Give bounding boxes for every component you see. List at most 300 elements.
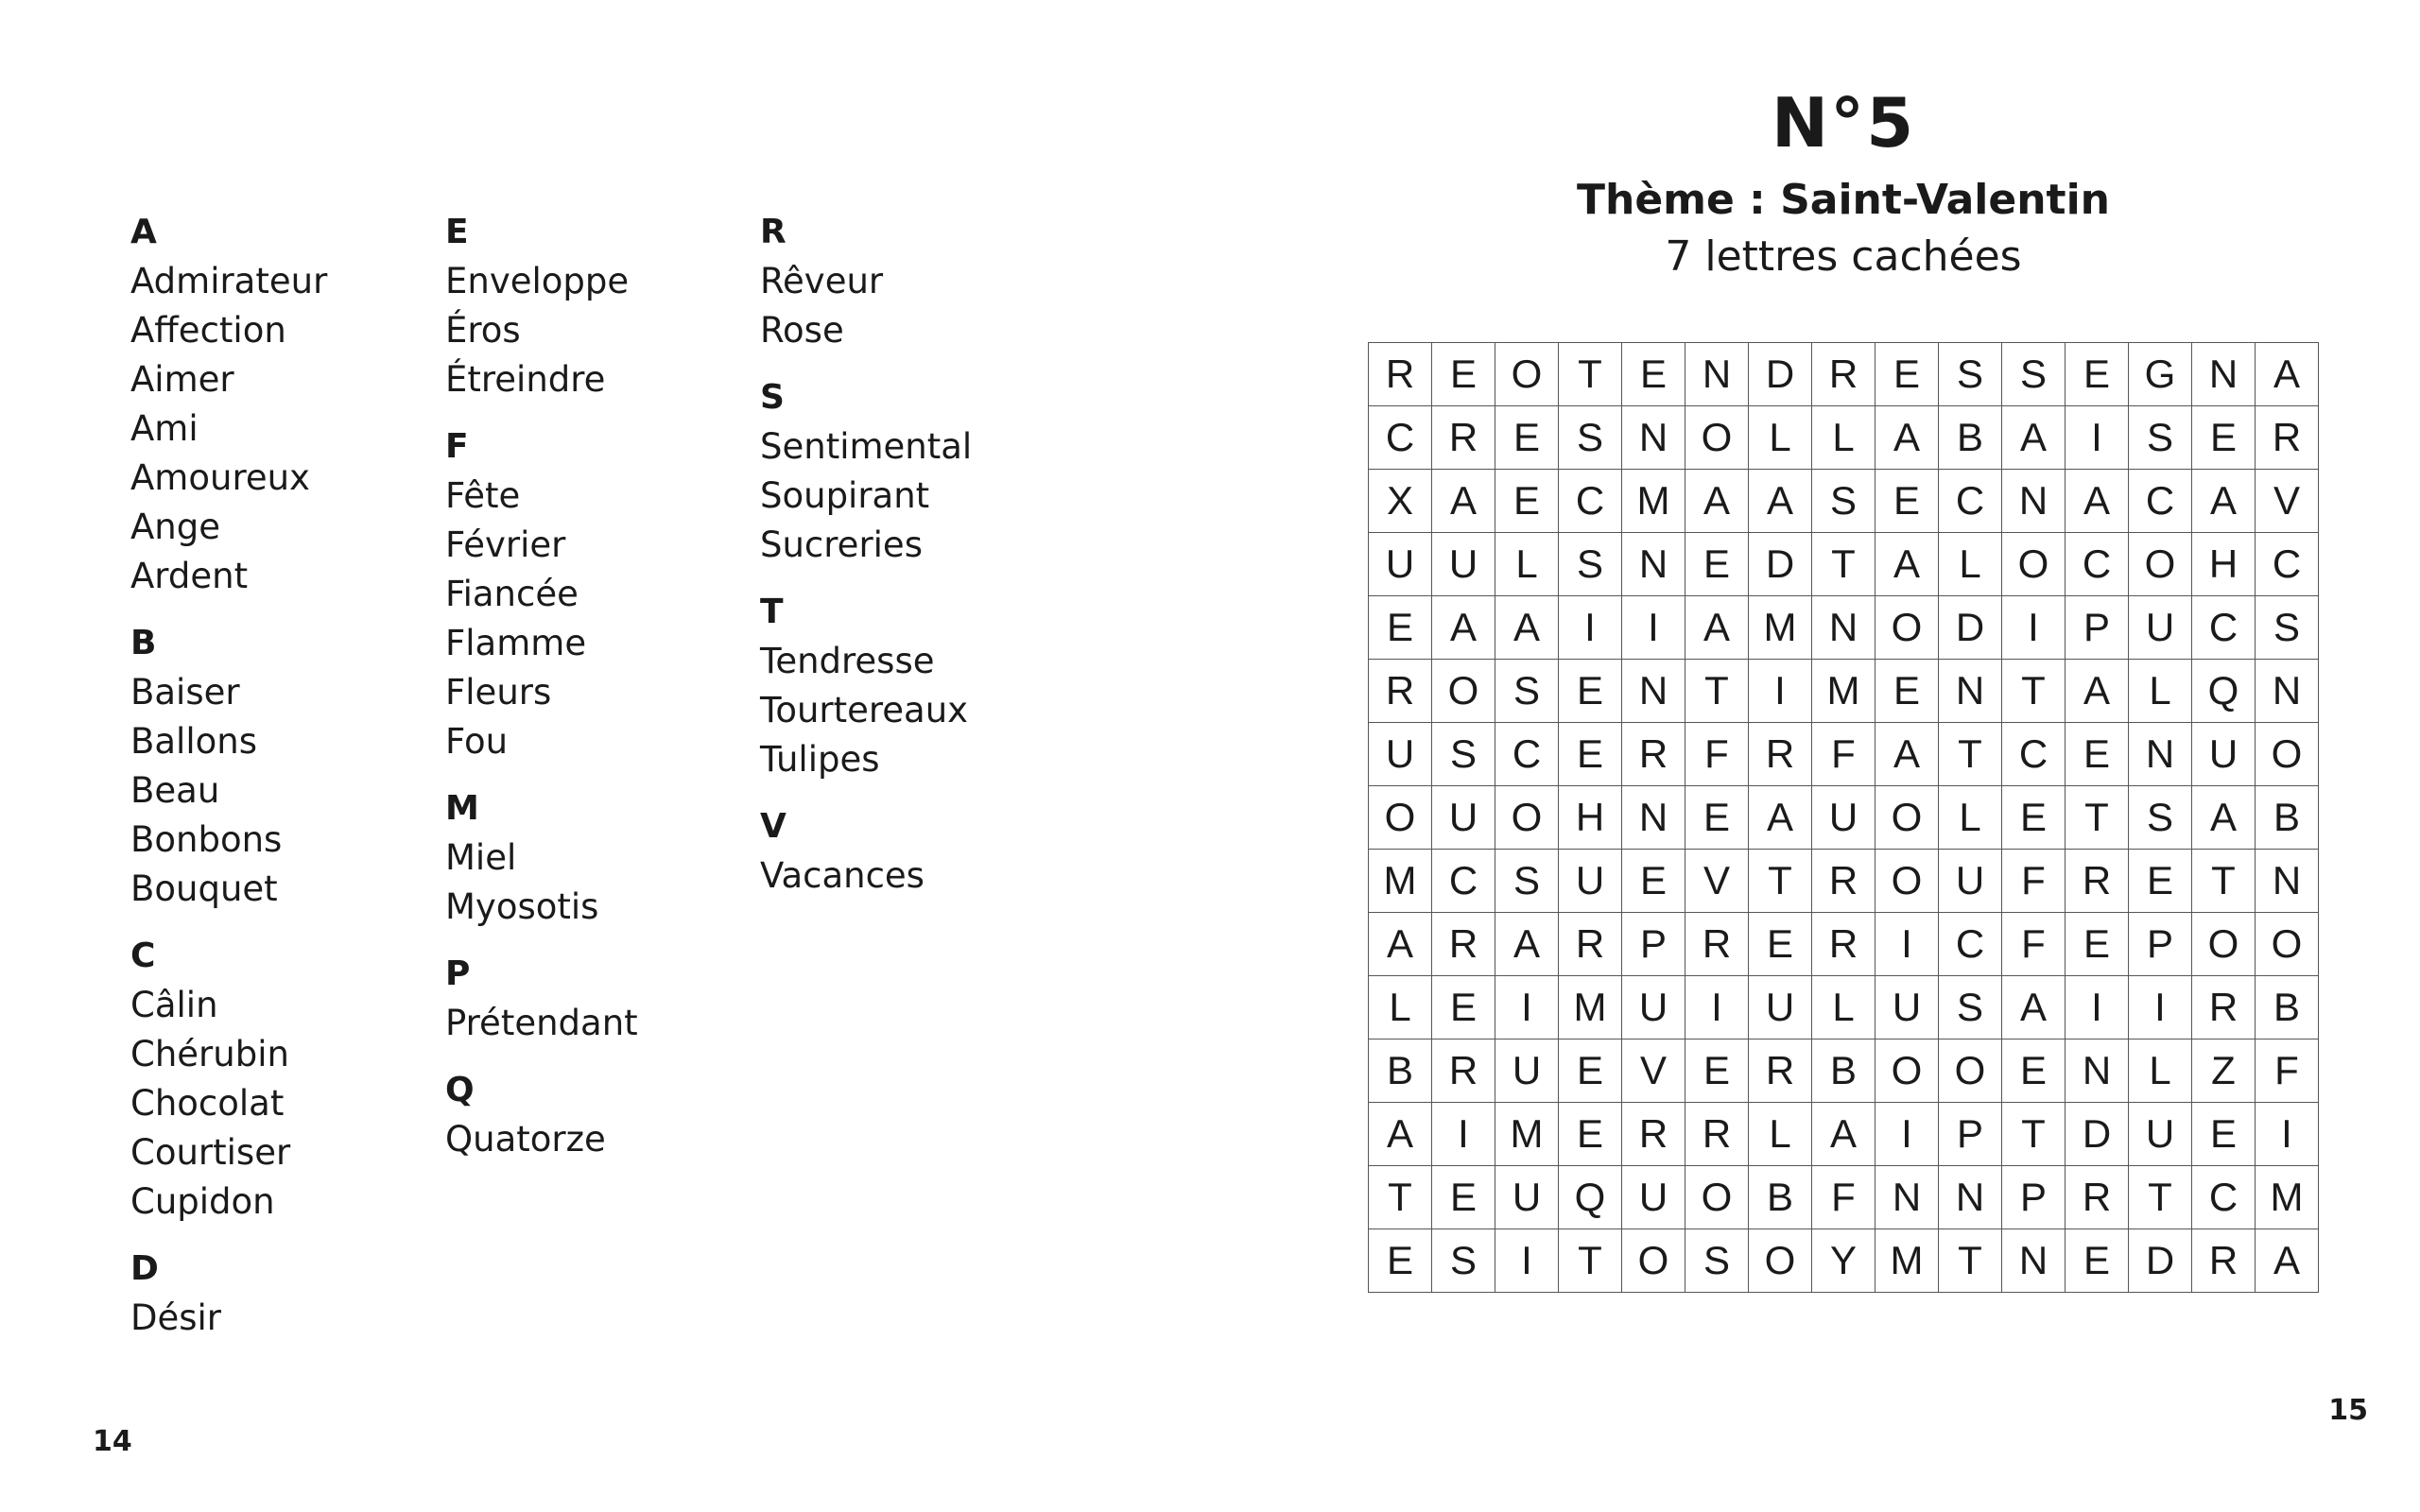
grid-cell: R: [1812, 913, 1876, 976]
grid-cell: S: [1432, 1229, 1495, 1293]
grid-cell: N: [1812, 596, 1876, 660]
grid-cell: A: [1876, 533, 1939, 596]
page-number-left: 14: [93, 1425, 132, 1458]
grid-cell: I: [1749, 660, 1812, 723]
grid-cell: L: [2129, 660, 2192, 723]
word-item: Amoureux: [130, 457, 310, 498]
grid-cell: Q: [2192, 660, 2256, 723]
word-item: Ballons: [130, 721, 257, 762]
grid-cell: E: [2066, 723, 2129, 786]
grid-cell: E: [1432, 976, 1495, 1040]
grid-cell: B: [1369, 1040, 1432, 1103]
grid-cell: E: [2192, 406, 2256, 470]
grid-row: [1369, 786, 2319, 850]
grid-cell: E: [1432, 1166, 1495, 1229]
grid-cell: H: [2192, 533, 2256, 596]
grid-cell: T: [1369, 1166, 1432, 1229]
grid-cell: A: [2256, 343, 2319, 406]
letter-group: [445, 422, 760, 766]
grid-cell: T: [2002, 1103, 2066, 1166]
word-item: Février: [445, 524, 566, 565]
grid-cell: M: [1369, 850, 1432, 913]
grid-cell: E: [1685, 786, 1749, 850]
grid-cell: S: [2129, 786, 2192, 850]
grid-cell: L: [1369, 976, 1432, 1040]
word-column: [760, 208, 1075, 1361]
grid-cell: E: [2002, 786, 2066, 850]
grid-cell: P: [2002, 1166, 2066, 1229]
word-item: Courtiser: [130, 1132, 291, 1173]
grid-cell: O: [2256, 913, 2319, 976]
grid-cell: L: [2129, 1040, 2192, 1103]
grid-cell: A: [1369, 1103, 1432, 1166]
letter-heading: V: [760, 807, 786, 846]
grid-cell: M: [1876, 1229, 1939, 1293]
grid-cell: S: [1495, 850, 1559, 913]
word-item: Rose: [760, 310, 844, 351]
word-item: Beau: [130, 770, 220, 811]
grid-cell: L: [1939, 533, 2002, 596]
grid-cell: X: [1369, 470, 1432, 533]
grid-cell: T: [1685, 660, 1749, 723]
grid-cell: E: [2192, 1103, 2256, 1166]
word-item: Sucreries: [760, 524, 923, 565]
grid-row: [1369, 1103, 2319, 1166]
word-item: Prétendant: [445, 1003, 638, 1043]
grid-cell: A: [1369, 913, 1432, 976]
grid-cell: B: [2256, 786, 2319, 850]
word-item: Chocolat: [130, 1083, 285, 1124]
grid-cell: O: [1939, 1040, 2002, 1103]
grid-cell: L: [1812, 976, 1876, 1040]
grid-cell: D: [1749, 533, 1812, 596]
grid-cell: V: [1622, 1040, 1685, 1103]
grid-cell: E: [1369, 596, 1432, 660]
grid-cell: R: [2066, 1166, 2129, 1229]
grid-cell: I: [2256, 1103, 2319, 1166]
grid-cell: A: [1685, 470, 1749, 533]
puzzle-theme: Thème : Saint-Valentin: [1576, 176, 2110, 224]
grid-cell: I: [1495, 976, 1559, 1040]
word-item: Tendresse: [760, 641, 935, 681]
word-item: Miel: [445, 837, 517, 878]
grid-cell: O: [2256, 723, 2319, 786]
grid-cell: O: [2002, 533, 2066, 596]
grid-cell: O: [2192, 913, 2256, 976]
grid-cell: U: [1432, 786, 1495, 850]
grid-cell: D: [1749, 343, 1812, 406]
grid-cell: R: [1559, 913, 1622, 976]
word-item: Fiancée: [445, 574, 579, 614]
grid-cell: Z: [2192, 1040, 2256, 1103]
word-item: Admirateur: [130, 261, 328, 301]
grid-cell: A: [2066, 470, 2129, 533]
grid-cell: O: [1685, 406, 1749, 470]
grid-row: [1369, 1229, 2319, 1293]
grid-cell: E: [1876, 470, 1939, 533]
grid-cell: C: [1559, 470, 1622, 533]
letter-group: [445, 208, 760, 404]
grid-cell: T: [1559, 343, 1622, 406]
grid-cell: A: [1432, 470, 1495, 533]
grid-cell: U: [1939, 850, 2002, 913]
grid-cell: A: [1876, 406, 1939, 470]
letter-heading: S: [760, 378, 785, 417]
grid-cell: C: [2192, 596, 2256, 660]
grid-cell: S: [1939, 343, 2002, 406]
grid-cell: P: [1622, 913, 1685, 976]
grid-cell: U: [1622, 976, 1685, 1040]
puzzle-subtitle: 7 lettres cachées: [1665, 232, 2022, 281]
grid-cell: I: [1622, 596, 1685, 660]
grid-cell: N: [1685, 343, 1749, 406]
grid-cell: A: [2002, 976, 2066, 1040]
grid-cell: S: [1559, 406, 1622, 470]
grid-cell: O: [1876, 786, 1939, 850]
grid-cell: C: [2192, 1166, 2256, 1229]
grid-cell: O: [1495, 343, 1559, 406]
grid-cell: R: [2192, 1229, 2256, 1293]
grid-cell: E: [2066, 343, 2129, 406]
grid-cell: I: [2129, 976, 2192, 1040]
grid-cell: D: [2066, 1103, 2129, 1166]
grid-cell: M: [1622, 470, 1685, 533]
grid-cell: U: [1495, 1166, 1559, 1229]
grid-cell: E: [1369, 1229, 1432, 1293]
letter-group: [445, 950, 760, 1048]
letter-heading: R: [760, 213, 786, 251]
grid-cell: R: [1432, 913, 1495, 976]
word-item: Chérubin: [130, 1034, 289, 1074]
grid-cell: B: [1812, 1040, 1876, 1103]
letter-group: [445, 1066, 760, 1164]
grid-cell: O: [1369, 786, 1432, 850]
grid-cell: I: [1876, 913, 1939, 976]
grid-cell: I: [1495, 1229, 1559, 1293]
letter-heading: P: [445, 954, 471, 993]
letter-group: [445, 784, 760, 932]
grid-cell: L: [1939, 786, 2002, 850]
grid-cell: R: [1369, 343, 1432, 406]
grid-cell: S: [1812, 470, 1876, 533]
grid-cell: E: [1559, 660, 1622, 723]
grid-cell: T: [2192, 850, 2256, 913]
grid-cell: N: [2256, 660, 2319, 723]
grid-cell: A: [1749, 470, 1812, 533]
grid-cell: R: [1812, 850, 1876, 913]
grid-cell: P: [2129, 913, 2192, 976]
grid-cell: O: [1432, 660, 1495, 723]
grid-cell: U: [2129, 1103, 2192, 1166]
grid-cell: E: [1559, 723, 1622, 786]
grid-cell: S: [2256, 596, 2319, 660]
grid-cell: C: [2256, 533, 2319, 596]
grid-cell: N: [2066, 1040, 2129, 1103]
word-item: Bouquet: [130, 868, 278, 909]
grid-cell: F: [1685, 723, 1749, 786]
grid-cell: U: [1495, 1040, 1559, 1103]
letter-group: [760, 802, 1075, 901]
grid-row: [1369, 470, 2319, 533]
grid-cell: A: [2002, 406, 2066, 470]
grid-row: [1369, 723, 2319, 786]
grid-cell: F: [2256, 1040, 2319, 1103]
grid-cell: T: [1939, 1229, 2002, 1293]
grid-cell: N: [1622, 533, 1685, 596]
letter-heading: M: [445, 789, 479, 828]
grid-cell: U: [1369, 533, 1432, 596]
grid-cell: R: [1812, 343, 1876, 406]
grid-cell: C: [1432, 850, 1495, 913]
grid-cell: P: [2066, 596, 2129, 660]
grid-cell: U: [1876, 976, 1939, 1040]
grid-cell: O: [1622, 1229, 1685, 1293]
grid-cell: E: [1559, 1040, 1622, 1103]
grid-cell: B: [1939, 406, 2002, 470]
word-item: Baiser: [130, 672, 240, 713]
word-item: Quatorze: [445, 1119, 606, 1160]
grid-cell: U: [1432, 533, 1495, 596]
grid-cell: O: [1876, 850, 1939, 913]
grid-cell: U: [1559, 850, 1622, 913]
grid-row: [1369, 1040, 2319, 1103]
grid-cell: U: [1812, 786, 1876, 850]
grid-cell: L: [1495, 533, 1559, 596]
grid-cell: N: [1939, 660, 2002, 723]
grid-cell: U: [1369, 723, 1432, 786]
grid-cell: E: [2066, 1229, 2129, 1293]
grid-row: [1369, 533, 2319, 596]
puzzle-number: N°5: [1771, 83, 1916, 163]
word-item: Câlin: [130, 985, 218, 1025]
grid-cell: U: [1749, 976, 1812, 1040]
grid-cell: P: [1939, 1103, 2002, 1166]
grid-cell: D: [2129, 1229, 2192, 1293]
grid-cell: M: [1559, 976, 1622, 1040]
word-item: Bonbons: [130, 819, 283, 860]
grid-cell: H: [1559, 786, 1622, 850]
letter-group: [130, 619, 445, 914]
grid-cell: N: [2256, 850, 2319, 913]
word-item: Affection: [130, 310, 286, 351]
grid-cell: T: [1939, 723, 2002, 786]
grid-cell: I: [2066, 976, 2129, 1040]
grid-cell: S: [1939, 976, 2002, 1040]
grid-cell: C: [1939, 913, 2002, 976]
grid-cell: T: [2066, 786, 2129, 850]
letter-heading: E: [445, 213, 469, 251]
word-item: Flamme: [445, 623, 587, 663]
word-item: Désir: [130, 1297, 222, 1338]
grid-cell: A: [2066, 660, 2129, 723]
word-column: [130, 208, 445, 1361]
grid-cell: T: [2002, 660, 2066, 723]
grid-cell: U: [2129, 596, 2192, 660]
grid-cell: M: [2256, 1166, 2319, 1229]
grid-cell: E: [1432, 343, 1495, 406]
grid-cell: R: [1622, 1103, 1685, 1166]
grid-cell: M: [1495, 1103, 1559, 1166]
grid-cell: E: [2129, 850, 2192, 913]
grid-row: [1369, 660, 2319, 723]
grid-row: [1369, 976, 2319, 1040]
grid-cell: B: [1749, 1166, 1812, 1229]
grid-cell: E: [1622, 850, 1685, 913]
grid-cell: F: [2002, 913, 2066, 976]
grid-cell: D: [1939, 596, 2002, 660]
grid-cell: A: [1495, 596, 1559, 660]
word-item: Ange: [130, 507, 221, 547]
grid-cell: N: [2192, 343, 2256, 406]
word-item: Myosotis: [445, 886, 599, 927]
word-item: Vacances: [760, 855, 925, 896]
grid-cell: N: [1622, 406, 1685, 470]
grid-row: [1369, 406, 2319, 470]
grid-cell: S: [1559, 533, 1622, 596]
grid-cell: L: [1749, 1103, 1812, 1166]
grid-cell: T: [1749, 850, 1812, 913]
grid-cell: C: [2066, 533, 2129, 596]
letter-heading: B: [130, 624, 157, 662]
grid-cell: F: [2002, 850, 2066, 913]
word-item: Ardent: [130, 556, 249, 596]
grid-cell: N: [1622, 660, 1685, 723]
grid-cell: S: [1685, 1229, 1749, 1293]
word-item: Aimer: [130, 359, 234, 400]
grid-cell: L: [1749, 406, 1812, 470]
grid-row: [1369, 913, 2319, 976]
letter-group: [130, 208, 445, 601]
grid-row: [1369, 1166, 2319, 1229]
grid-cell: M: [1812, 660, 1876, 723]
grid-cell: E: [2002, 1040, 2066, 1103]
letter-group: [130, 932, 445, 1227]
grid-cell: E: [1685, 1040, 1749, 1103]
grid-cell: N: [2129, 723, 2192, 786]
grid-cell: N: [1876, 1166, 1939, 1229]
grid-cell: O: [1495, 786, 1559, 850]
grid-cell: C: [2129, 470, 2192, 533]
grid-cell: C: [1369, 406, 1432, 470]
letter-heading: A: [130, 213, 157, 251]
grid-cell: A: [1495, 913, 1559, 976]
word-list: [130, 208, 1075, 1361]
word-item: Fête: [445, 475, 521, 516]
word-item: Fou: [445, 721, 509, 762]
grid-cell: I: [2002, 596, 2066, 660]
word-item: Tulipes: [760, 739, 880, 780]
grid-cell: E: [1876, 343, 1939, 406]
grid-cell: N: [1939, 1166, 2002, 1229]
grid-cell: E: [1685, 533, 1749, 596]
grid-cell: E: [1495, 470, 1559, 533]
grid-cell: Q: [1559, 1166, 1622, 1229]
grid-cell: R: [1622, 723, 1685, 786]
grid-cell: I: [1876, 1103, 1939, 1166]
letter-group: [760, 373, 1075, 570]
grid-cell: E: [1622, 343, 1685, 406]
grid-cell: O: [1876, 596, 1939, 660]
letter-heading: Q: [445, 1071, 475, 1109]
grid-cell: A: [1685, 596, 1749, 660]
grid-cell: A: [1812, 1103, 1876, 1166]
word-item: Fleurs: [445, 672, 552, 713]
grid-cell: S: [1495, 660, 1559, 723]
word-column: [445, 208, 760, 1361]
grid-cell: C: [1939, 470, 2002, 533]
word-search-grid: [1368, 342, 2319, 1293]
grid-cell: B: [2256, 976, 2319, 1040]
letter-group: [760, 588, 1075, 784]
letter-heading: T: [760, 593, 784, 631]
letter-group: [760, 208, 1075, 355]
grid-cell: T: [1559, 1229, 1622, 1293]
grid-cell: Y: [1812, 1229, 1876, 1293]
grid-cell: I: [1559, 596, 1622, 660]
word-item: Cupidon: [130, 1181, 275, 1222]
grid-cell: G: [2129, 343, 2192, 406]
letter-heading: F: [445, 427, 469, 466]
word-item: Éros: [445, 310, 521, 351]
grid-cell: F: [1812, 1166, 1876, 1229]
grid-cell: I: [1685, 976, 1749, 1040]
page-number-right: 15: [2328, 1394, 2368, 1427]
letter-heading: D: [130, 1249, 159, 1288]
grid-cell: R: [1685, 1103, 1749, 1166]
grid-cell: C: [2002, 723, 2066, 786]
grid-cell: E: [1559, 1103, 1622, 1166]
grid-cell: O: [2129, 533, 2192, 596]
grid-cell: S: [2002, 343, 2066, 406]
grid-cell: C: [1495, 723, 1559, 786]
grid-cell: N: [2002, 470, 2066, 533]
grid-row: [1369, 850, 2319, 913]
grid-cell: E: [1749, 913, 1812, 976]
word-item: Rêveur: [760, 261, 884, 301]
grid-cell: O: [1685, 1166, 1749, 1229]
grid-cell: R: [1369, 660, 1432, 723]
grid-cell: U: [1622, 1166, 1685, 1229]
grid-cell: A: [2192, 470, 2256, 533]
grid-cell: I: [2066, 406, 2129, 470]
word-item: Tourtereaux: [760, 690, 969, 730]
grid-cell: R: [2256, 406, 2319, 470]
grid-cell: V: [1685, 850, 1749, 913]
grid-cell: E: [2066, 913, 2129, 976]
grid-cell: U: [2192, 723, 2256, 786]
grid-cell: T: [1812, 533, 1876, 596]
grid-cell: A: [1749, 786, 1812, 850]
grid-cell: R: [2066, 850, 2129, 913]
grid-cell: T: [2129, 1166, 2192, 1229]
grid-cell: L: [1812, 406, 1876, 470]
word-item: Sentimental: [760, 426, 973, 467]
grid-cell: A: [1876, 723, 1939, 786]
letter-heading: C: [130, 936, 156, 975]
word-item: Soupirant: [760, 475, 930, 516]
word-item: Étreindre: [445, 359, 606, 400]
grid-cell: O: [1876, 1040, 1939, 1103]
grid-cell: R: [1685, 913, 1749, 976]
grid-cell: S: [2129, 406, 2192, 470]
letter-group: [130, 1245, 445, 1343]
grid-cell: R: [2192, 976, 2256, 1040]
grid-cell: R: [1749, 1040, 1812, 1103]
grid-row: [1369, 343, 2319, 406]
grid-cell: A: [1432, 596, 1495, 660]
grid-cell: S: [1432, 723, 1495, 786]
grid-cell: A: [2256, 1229, 2319, 1293]
